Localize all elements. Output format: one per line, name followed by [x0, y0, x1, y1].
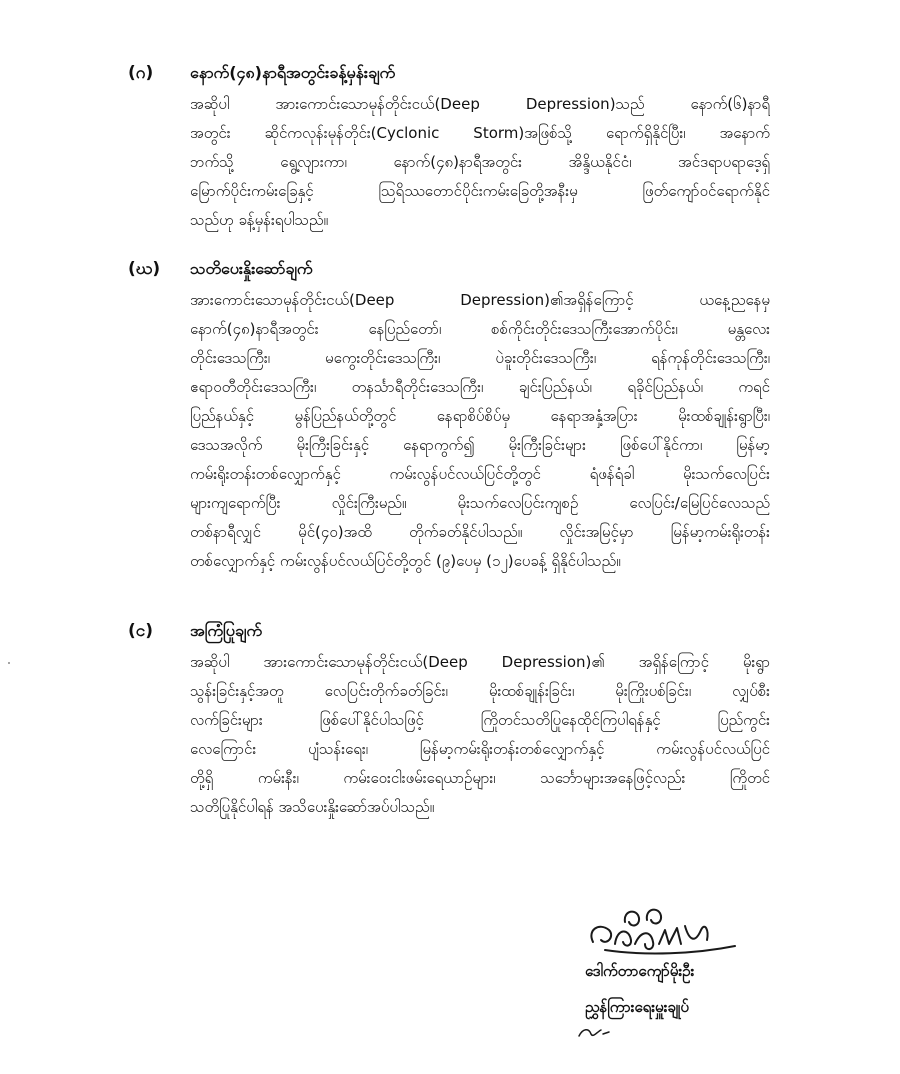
body-line: ဧရာဝတီတိုင်းဒေသကြီး၊ တနင်္သာရီတိုင်းဒေသကြီး၊ ချင်းပြည်နယ်၊ ရခိုင်ပြည်နယ်၊ ကရင်: [190, 378, 770, 396]
body-line: ဒေသအလိုက် မိုးကြီးခြင်းနှင့် နေရာကွက်၍ မိုးကြီးခြင်းများ ဖြစ်ပေါ်နိုင်ကာ၊ မြန်မာ့: [190, 436, 770, 454]
section-heading: နောက်(၄၈)နာရီအတွင်းခန့်မှန်းချက်: [190, 63, 396, 82]
signatory-name: ဒေါက်တာကျော်မိုးဦး: [585, 962, 695, 980]
body-line: တို့ရှိ ကမ်းနီး၊ ကမ်းဝေးငါးဖမ်းရေယာဉ်များ၊ သင်္ဘောများအနေဖြင့်လည်း ကြိုတင်: [190, 769, 770, 787]
body-line: သတိပြုနိုင်ပါရန် အသိပေးနှိုးဆော်အပ်ပါသည်။: [190, 798, 435, 816]
section-body: [190, 90, 770, 235]
body-line: တစ်နာရီလျှင် မိုင်(၄၀)အထိ တိုက်ခတ်နိုင်ပါသည်။ လှိုင်းအမြင့်မှာ မြန်မာ့ကမ်းရိုးတန်း: [190, 523, 770, 541]
body-line: အတွင်း ဆိုင်ကလုန်းမုန်တိုင်း(Cyclonic Storm)အဖြစ်သို့ ရောက်ရှိနိုင်ပြီး၊ အနောက်: [190, 124, 770, 142]
section-number: (ဂ): [128, 63, 154, 83]
initials-mark: [575, 1024, 615, 1040]
body-line: လေကြောင်း ပျံသန်းရေး၊ မြန်မာ့ကမ်းရိုးတန်းတစ်လျှောက်နှင့် ကမ်းလွန်ပင်လယ်ပြင်: [190, 740, 770, 758]
section-number: (ဃ): [128, 259, 161, 279]
section-heading: သတိပေးနှိုးဆော်ချက်: [190, 259, 313, 278]
section-number: (င): [128, 621, 153, 641]
signature-block: [575, 900, 815, 1070]
body-line: သည်ဟု ခန့်မှန်းရပါသည်။: [190, 211, 329, 229]
handwritten-signature: [585, 900, 785, 960]
body-line: အဆိုပါ အားကောင်းသောမုန်တိုင်းငယ်(Deep Depression)၏ အရှိန်ကြောင့် မိုးရွာ: [190, 653, 770, 671]
body-line: တိုင်းဒေသကြီး၊ မကွေးတိုင်းဒေသကြီး၊ ပဲခူးတိုင်းဒေသကြီး၊ ရန်ကုန်တိုင်းဒေသကြီး၊: [190, 349, 770, 367]
body-line: အားကောင်းသောမုန်တိုင်းငယ်(Deep Depression)၏အရှိန်ကြောင့် ယနေ့ညနေမှ: [190, 291, 770, 309]
signatory-title: ညွှန်ကြားရေးမှူးချုပ်: [585, 998, 689, 1016]
section-heading: အကြံပြုချက်: [190, 621, 263, 640]
body-line: အဆိုပါ အားကောင်းသောမုန်တိုင်းငယ်(Deep Depression)သည် နောက်(၆)နာရီ: [190, 95, 770, 113]
body-line: တစ်လျှောက်နှင့် ကမ်းလွန်ပင်လယ်ပြင်တို့တွင် (၉)ပေမှ (၁၂)ပေခန့် ရှိနိုင်ပါသည်။: [190, 552, 621, 570]
body-line: ကမ်းရိုးတန်းတစ်လျှောက်နှင့် ကမ်းလွန်ပင်လယ်ပြင်တို့တွင် ရံဖန်ရံခါ မိုးသက်လေပြင်း: [190, 465, 770, 483]
section-body: [190, 286, 770, 576]
body-line: ဘက်သို့ ရွေ့လျားကာ၊ နောက်(၄၈)နာရီအတွင်း အိန္ဒိယနိုင်ငံ၊ အင်ဒရာပရာဒေ့ရှ်: [190, 153, 770, 171]
body-line: သွန်းခြင်းနှင့်အတူ လေပြင်းတိုက်ခတ်ခြင်း၊ မိုးထစ်ချုန်းခြင်း၊ မိုးကြိုးပစ်ခြင်း၊ လျှပ်စီး: [190, 682, 770, 700]
body-line: လက်ခြင်းများ ဖြစ်ပေါ်နိုင်ပါသဖြင့် ကြိုတင်သတိပြုနေထိုင်ကြပါရန်နှင့် ပြည်ကွင်း: [190, 711, 770, 729]
body-line: ပြည်နယ်နှင့် မွန်ပြည်နယ်တို့တွင် နေရာစိပ်စိပ်မှ နေရာအနှံ့အပြား မိုးထစ်ချုန်းရွာပြီး၊: [190, 407, 770, 425]
section-body: [190, 648, 770, 822]
scan-speck: [8, 662, 10, 664]
body-line: များကျရောက်ပြီး လှိုင်းကြီးမည်။ မိုးသက်လေပြင်းကျစဉ် လေပြင်း/မြေပြင်လေသည်: [190, 494, 770, 512]
body-line: နောက်(၄၈)နာရီအတွင်း နေပြည်တော်၊ စစ်ကိုင်းတိုင်းဒေသကြီးအောက်ပိုင်း၊ မန္တလေး: [190, 320, 770, 338]
body-line: မြောက်ပိုင်းကမ်းခြေနှင့် သြရိဿတောင်ပိုင်းကမ်းခြေတို့အနီးမှ ဖြတ်ကျော်ဝင်ရောက်နိုင်: [190, 182, 770, 200]
